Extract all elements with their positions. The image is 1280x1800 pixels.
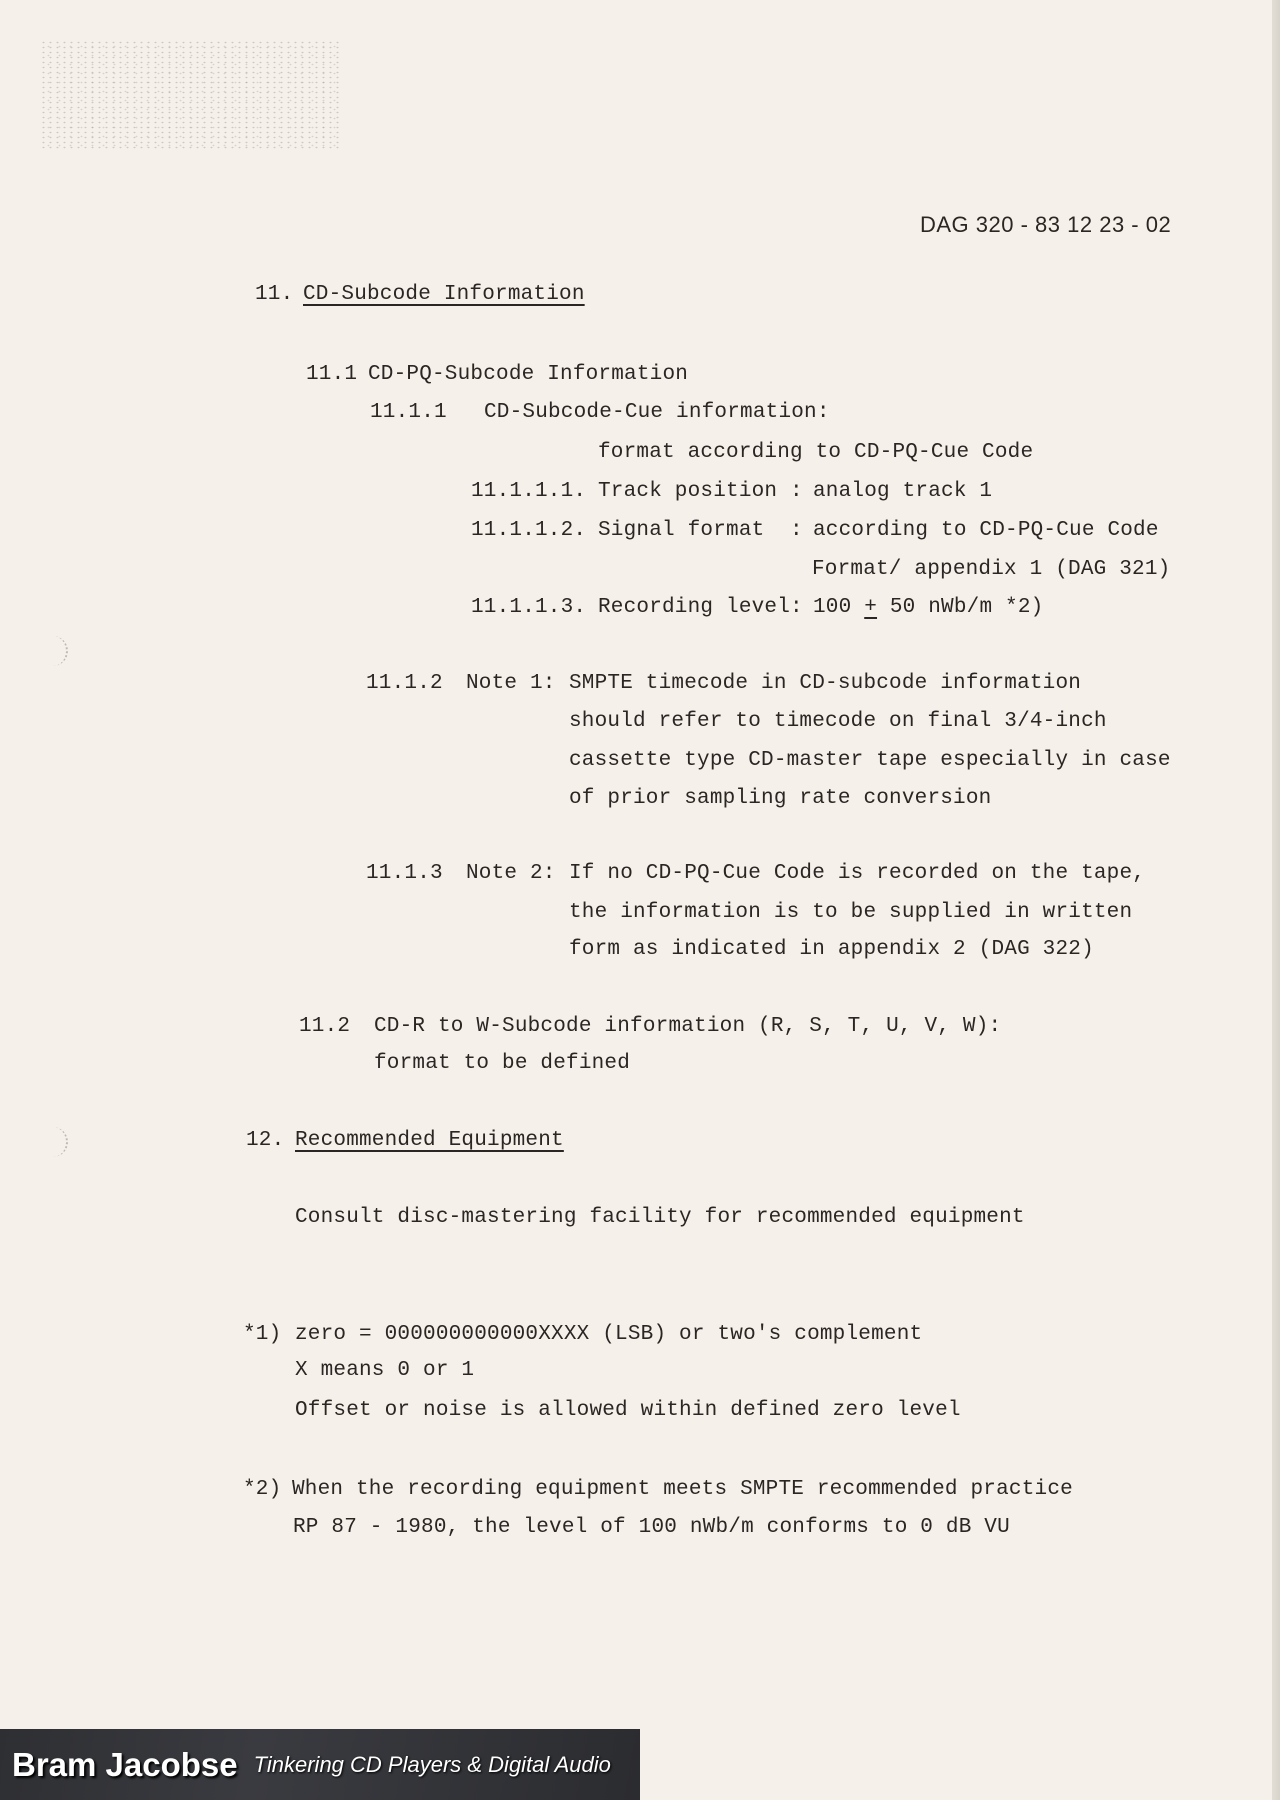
note-2-line: If no CD-PQ-Cue Code is recorded on the tape,	[569, 862, 1146, 885]
footnote-1-line: zero = 000000000000XXXX (LSB) or two's complement	[295, 1323, 923, 1346]
subsection-11-1-title: CD-PQ-Subcode Information	[368, 363, 689, 386]
banner-author-name: Bram Jacobse	[12, 1745, 238, 1783]
note-1-line: cassette type CD-master tape especially in case	[569, 749, 1171, 772]
row-11-1-1-3-label: Recording level:	[598, 596, 803, 619]
item-11-1-1-number: 11.1.1	[370, 401, 447, 424]
item-11-1-3-number: 11.1.3	[366, 862, 443, 885]
scan-edge	[1272, 0, 1280, 1800]
level-nominal: 100	[813, 596, 865, 619]
section-12-body: Consult disc-mastering facility for recommended equipment	[295, 1206, 1025, 1229]
note-1-line: should refer to timecode on final 3/4-inch	[569, 710, 1107, 733]
item-11-1-2-number: 11.1.2	[366, 672, 443, 695]
note-1-line: SMPTE timecode in CD-subcode information	[569, 672, 1082, 695]
row-11-1-1-3-number: 11.1.1.3.	[471, 596, 587, 619]
row-11-1-1-2-value: according to CD-PQ-Cue Code	[813, 519, 1159, 542]
note-2-line: the information is to be supplied in written	[569, 901, 1133, 924]
note-2-line: form as indicated in appendix 2 (DAG 322)	[569, 938, 1094, 961]
subsection-11-2-line: CD-R to W-Subcode information (R, S, T, U, V, W):	[374, 1015, 1002, 1038]
punch-hole-mark	[44, 1127, 68, 1157]
note-2-label: Note 2:	[466, 862, 556, 885]
footnote-1-line: Offset or noise is allowed within defined zero level	[295, 1399, 961, 1422]
subsection-11-1-number: 11.1	[306, 363, 358, 386]
footer-watermark-banner	[0, 1729, 640, 1800]
footnote-1-line: X means 0 or 1	[295, 1359, 475, 1382]
subsection-11-2-line: format to be defined	[374, 1052, 631, 1075]
section-12-number: 12.	[246, 1129, 285, 1152]
row-11-1-1-2-label: Signal format :	[598, 519, 803, 542]
row-11-1-1-2-number: 11.1.1.2.	[471, 519, 587, 542]
row-11-1-1-2-value-cont: Format/ appendix 1 (DAG 321)	[812, 558, 1171, 581]
footnote-1-marker: *1)	[243, 1323, 282, 1346]
row-11-1-1-1-value: analog track 1	[813, 480, 993, 503]
row-11-1-1-1-label: Track position :	[598, 480, 803, 503]
footnote-2-marker: *2)	[243, 1478, 282, 1501]
section-11-title: CD-Subcode Information	[303, 283, 585, 306]
row-11-1-1-1-number: 11.1.1.1.	[471, 480, 587, 503]
section-12-title: Recommended Equipment	[295, 1129, 564, 1152]
footnote-2-line: RP 87 - 1980, the level of 100 nWb/m conforms to 0 dB VU	[293, 1516, 1010, 1539]
item-11-1-1-title: CD-Subcode-Cue information:	[484, 401, 830, 424]
punch-hole-mark	[44, 636, 68, 666]
document-reference-header: DAG 320 - 83 12 23 - 02	[920, 212, 1172, 237]
row-11-1-1-3-value	[813, 595, 1043, 621]
level-tolerance: 50 nWb/m *2)	[877, 596, 1044, 619]
section-11-number: 11.	[255, 283, 294, 306]
item-11-1-1-format: format according to CD-PQ-Cue Code	[598, 441, 1034, 464]
subsection-11-2-number: 11.2	[299, 1015, 351, 1038]
toner-speckle	[40, 40, 340, 150]
plus-minus-symbol: +	[864, 596, 878, 619]
banner-tagline: Tinkering CD Players & Digital Audio	[253, 1751, 611, 1777]
note-1-line: of prior sampling rate conversion	[569, 787, 992, 810]
footnote-2-line: When the recording equipment meets SMPTE recommended practice	[292, 1478, 1073, 1501]
note-1-label: Note 1:	[466, 672, 556, 695]
